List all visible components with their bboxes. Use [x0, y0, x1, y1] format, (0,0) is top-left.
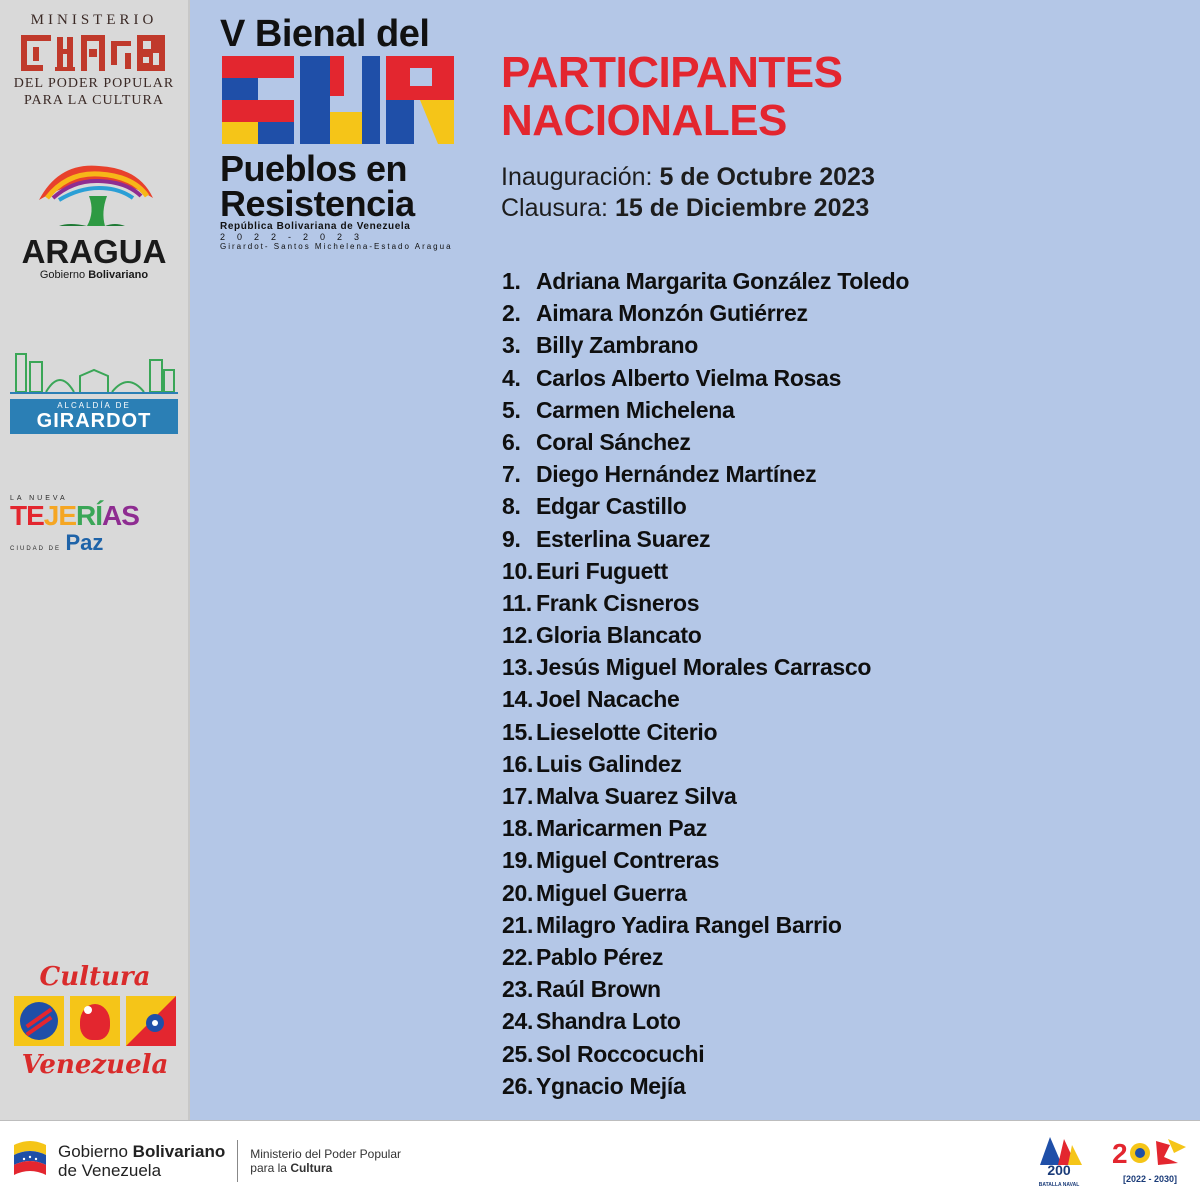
ministerio-footer-text: [250, 1147, 401, 1175]
participant-name: Edgar Castillo: [536, 493, 687, 520]
participant-name: Carmen Michelena: [536, 396, 735, 423]
tejerias-paz: Paz: [65, 530, 104, 555]
participant-item: [502, 844, 909, 876]
participant-number: 19.: [502, 847, 534, 874]
participant-item: [502, 426, 909, 458]
participant-name: Pablo Pérez: [536, 943, 664, 970]
participant-item: [502, 329, 909, 361]
participant-name: Gloria Blancato: [536, 622, 702, 649]
participant-name: Sol Roccocuchi: [536, 1040, 705, 1067]
participant-number: 3.: [502, 332, 521, 359]
participant-name: Esterlina Suarez: [536, 525, 711, 552]
participant-item: [502, 1038, 909, 1070]
participant-item: [502, 362, 909, 394]
ministerio-footer-line-1: Ministerio del Poder Popular: [250, 1147, 402, 1161]
aragua-logo: [10, 160, 178, 281]
participant-item: [502, 587, 909, 619]
cultura-tile-3-icon: [126, 996, 176, 1046]
participant-item: [502, 877, 909, 909]
participant-name: Miguel Contreras: [536, 847, 720, 874]
ministerio-subtitle-2: PARA LA CULTURA: [23, 93, 164, 108]
participant-name: Aimara Monzón Gutiérrez: [536, 300, 808, 327]
ministerio-subtitle-1: DEL PODER POPULAR: [13, 76, 175, 91]
participant-item: [502, 619, 909, 651]
location-text: Girardot- Santos Michelena-Estado Aragua: [220, 242, 453, 251]
participant-name: Carlos Alberto Vielma Rosas: [536, 364, 842, 391]
footer-divider: [237, 1140, 238, 1182]
girardot-name: GIRARDOT: [36, 410, 152, 432]
participant-item: [502, 683, 909, 715]
participant-item: [502, 458, 909, 490]
ministerio-cultura-logo: [12, 12, 176, 109]
cultura-venezuela-logo: [14, 962, 176, 1080]
ministerio-emblem-icon: [19, 33, 169, 73]
participant-number: 26.: [502, 1072, 534, 1099]
tejerias-ciudad-de: CIUDAD DE: [10, 546, 62, 552]
girardot-band: [10, 399, 178, 434]
participant-number: 4.: [502, 364, 521, 391]
gobierno-logo: [10, 1137, 401, 1185]
gobierno-line-2: de Venezuela: [58, 1161, 162, 1180]
participant-number: 5.: [502, 396, 521, 423]
plan-2030-icon: [1108, 1135, 1192, 1169]
clausura-date: 15 de Diciembre 2023: [614, 194, 870, 222]
gobierno-text: [58, 1142, 225, 1180]
participant-number: 11.: [502, 589, 532, 616]
ministerio-title: MINISTERIO: [30, 12, 158, 28]
participant-number: 25.: [502, 1040, 534, 1067]
clausura-row: [501, 193, 875, 224]
cultura-tiles: [14, 996, 176, 1046]
participant-name: Lieselotte Citerio: [536, 718, 718, 745]
svg-text:2: 2: [1112, 1138, 1128, 1169]
footer: [0, 1120, 1200, 1201]
aragua-emblem-icon: [29, 160, 159, 230]
participant-item: [502, 555, 909, 587]
tejerias-bottom: [10, 530, 178, 556]
title-line-2: NACIONALES: [501, 96, 787, 145]
participant-item: [502, 780, 909, 812]
participant-item: [502, 812, 909, 844]
participant-name: Miguel Guerra: [536, 879, 687, 906]
participant-number: 13.: [502, 654, 534, 681]
participant-name: Diego Hernández Martínez: [536, 461, 817, 488]
participant-name: Euri Fuguett: [536, 557, 668, 584]
participant-name: Joel Nacache: [536, 686, 680, 713]
girardot-logo: [10, 350, 178, 434]
participant-number: 14.: [502, 686, 534, 713]
resistencia-text: Resistencia: [220, 183, 415, 224]
ministerio-footer-prefix: para la: [250, 1161, 287, 1175]
participant-name: Jesús Miguel Morales Carrasco: [536, 654, 872, 681]
girardot-top-text: ALCALDÍA DE: [57, 401, 131, 410]
tejerias-la-nueva: LA NUEVA: [10, 495, 68, 502]
participant-name: Coral Sánchez: [536, 428, 691, 455]
aragua-sub-prefix: Gobierno: [39, 269, 86, 281]
participant-name: Luis Galindez: [536, 750, 682, 777]
title-line-1: PARTICIPANTES: [501, 48, 843, 97]
republica-text: República Bolivariana de Venezuela: [220, 221, 411, 232]
participant-number: 16.: [502, 750, 534, 777]
cultura-word: Cultura: [39, 962, 151, 992]
participant-item: [502, 716, 909, 748]
sidebar: [0, 0, 190, 1120]
participant-item: [502, 651, 909, 683]
participant-name: Shandra Loto: [536, 1008, 681, 1035]
years-text: 2022-2023: [220, 232, 372, 242]
participant-name: Raúl Brown: [536, 976, 661, 1003]
participant-number: 12.: [502, 622, 534, 649]
participant-item: [502, 523, 909, 555]
participant-item: [502, 297, 909, 329]
participant-number: 1.: [502, 268, 521, 294]
participant-name: Milagro Yadira Rangel Barrio: [536, 911, 842, 938]
batalla-naval-label: BATALLA NAVAL: [1038, 1182, 1080, 1188]
participant-number: 24.: [502, 1008, 534, 1035]
participant-number: 22.: [502, 943, 534, 970]
participant-item: [502, 909, 909, 941]
plan-2030-label: [2022 - 2030]: [1122, 1174, 1178, 1184]
participant-number: 6.: [502, 428, 521, 455]
plan-2030-logo: [1108, 1135, 1192, 1184]
participant-number: 21.: [502, 911, 534, 938]
pueblos-text: Pueblos en: [220, 148, 408, 189]
participant-name: Malva Suarez Silva: [536, 783, 737, 809]
participant-name: Adriana Margarita González Toledo: [536, 268, 910, 294]
sur-logo-icon: [220, 54, 456, 146]
gobierno-bold: Bolivariano: [132, 1142, 226, 1161]
participant-number: 10.: [502, 557, 534, 584]
participant-item: [502, 973, 909, 1005]
page-title: [501, 49, 842, 145]
participant-item: [502, 941, 909, 973]
participant-number: 18.: [502, 815, 534, 842]
cultura-tile-1-icon: [14, 996, 64, 1046]
ministerio-footer-line-2: [250, 1161, 401, 1175]
cultura-tile-2-icon: [70, 996, 120, 1046]
participant-number: 20.: [502, 879, 534, 906]
gobierno-line-1: [58, 1142, 225, 1161]
participant-item: [502, 1070, 909, 1102]
tejerias-logo: [10, 495, 178, 556]
participant-name: Billy Zambrano: [536, 332, 698, 359]
venezuela-flag-icon: [10, 1137, 50, 1185]
girardot-skyline-icon: [10, 350, 178, 394]
inauguracion-row: [501, 162, 875, 193]
inauguracion-date: 5 de Octubre 2023: [659, 163, 875, 191]
bienal-brand: [220, 14, 460, 251]
clausura-label: Clausura:: [501, 194, 608, 222]
participant-number: 17.: [502, 783, 534, 809]
tejerias-name: TEJERÍAS: [10, 500, 139, 531]
gobierno-prefix: Gobierno: [58, 1142, 128, 1161]
participant-number: 8.: [502, 493, 521, 520]
participant-item: [502, 748, 909, 780]
bienal-title: V Bienal del: [220, 13, 430, 55]
event-dates: [501, 162, 875, 224]
participant-number: 2.: [502, 300, 521, 327]
participant-item: [502, 394, 909, 426]
participant-item: [502, 265, 909, 297]
participants-list: [502, 265, 909, 1102]
ministerio-footer-bold: Cultura: [290, 1161, 333, 1175]
participant-number: 15.: [502, 718, 534, 745]
participant-name: Frank Cisneros: [536, 589, 700, 616]
participant-name: Ygnacio Mejía: [536, 1072, 686, 1099]
inauguracion-label: Inauguración:: [501, 163, 653, 191]
participant-item: [502, 1005, 909, 1037]
participant-item: [502, 490, 909, 522]
participant-number: 7.: [502, 461, 521, 488]
aragua-sub-bold: Bolivariano: [88, 269, 149, 281]
aragua-subtitle: [10, 269, 178, 281]
batalla-naval-logo: [1032, 1135, 1086, 1188]
participant-number: 9.: [502, 525, 521, 552]
batalla-naval-icon: [1032, 1135, 1086, 1177]
participant-number: 23.: [502, 976, 534, 1003]
aragua-name: ARAGUA: [21, 233, 167, 270]
svg-text:200: 200: [1047, 1162, 1071, 1177]
venezuela-word: Venezuela: [21, 1050, 169, 1080]
participant-name: Maricarmen Paz: [536, 815, 707, 842]
